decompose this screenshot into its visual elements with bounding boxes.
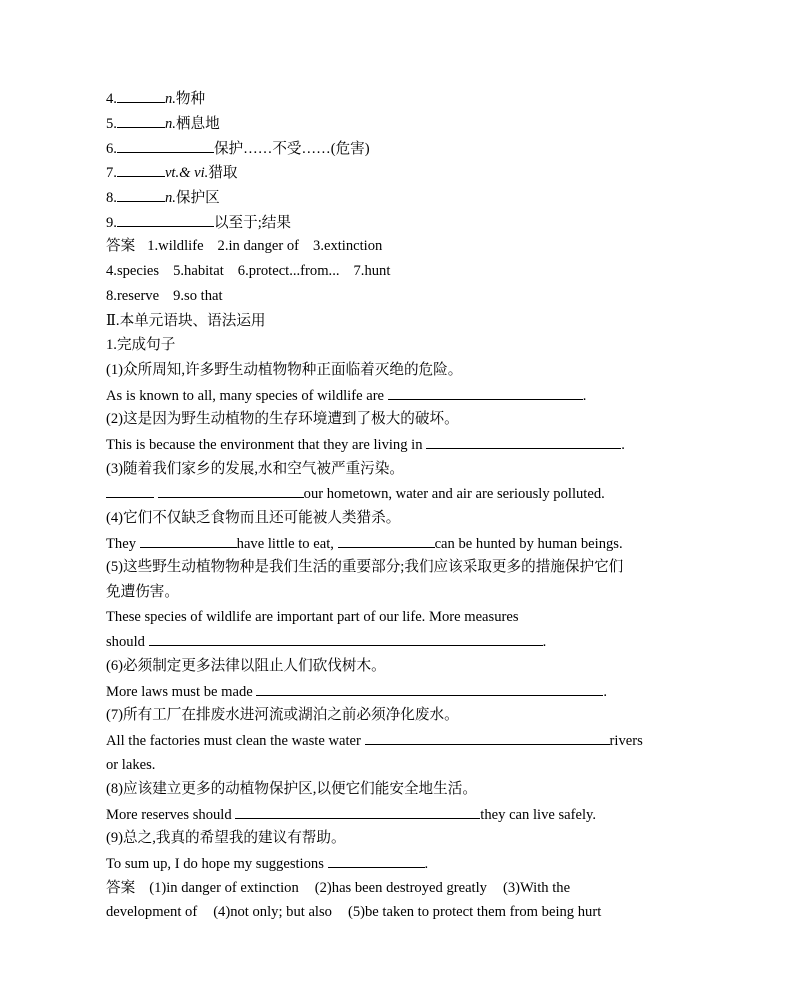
vocab-answers-line	[106, 286, 223, 306]
sentence-text: All the factories must clean the waste water	[106, 733, 361, 749]
sentence-text: This is because the environment that they are living in	[106, 437, 423, 453]
answer-text: 9.so that	[173, 288, 223, 304]
sentence-chinese: (4)它们不仅缺乏食物而且还可能被人类猎杀。	[106, 510, 401, 526]
sentence-text: have little to eat,	[236, 536, 334, 552]
answer-text: (5)be taken to protect them from being hurt	[347, 904, 602, 920]
sentence-text: They	[106, 536, 136, 552]
answer-text: (3)With the	[502, 880, 571, 896]
answer-blank	[117, 162, 165, 177]
sentence-english: As is known to all, many species of wildlife are .	[106, 385, 586, 406]
item-number: 7.	[106, 165, 117, 181]
answer-text: (2)has been destroyed greatly	[314, 880, 487, 896]
item-meaning: 栖息地	[175, 116, 220, 132]
sentence-english: This is because the environment that they are living in .	[106, 434, 625, 455]
sentence-text: More laws must be made	[106, 684, 253, 700]
item-number: 5.	[106, 116, 117, 132]
answer-blank	[117, 138, 214, 153]
sentence-text: can be hunted by human beings.	[434, 536, 623, 552]
answer-text: 4.species	[106, 263, 160, 279]
sentence-chinese: (1)众所周知,许多野生动植物物种正面临着灭绝的危险。	[106, 362, 463, 378]
sentence-chinese: (3)随着我们家乡的发展,水和空气被严重污染。	[106, 461, 404, 477]
sentence-english: or lakes.	[106, 757, 156, 773]
vocab-item	[106, 138, 370, 159]
part-of-speech: vt.& vi.	[164, 165, 209, 181]
answer-text: 8.reserve	[106, 288, 160, 304]
answer-blank	[388, 385, 583, 400]
sentence-english	[106, 730, 643, 751]
sentence-english: To sum up, I do hope my suggestions .	[106, 853, 428, 874]
answer-blank	[117, 187, 165, 202]
part-of-speech: n.	[164, 190, 176, 206]
answer-blank	[426, 434, 621, 449]
part-of-speech: n.	[164, 116, 176, 132]
answer-label: 答案	[106, 880, 136, 896]
answer-text: development of	[106, 904, 198, 920]
answer-text: 6.protect...from...	[237, 263, 340, 279]
sentence-english	[106, 483, 605, 504]
sentence-text: they can live safely.	[480, 807, 597, 823]
answer-blank	[328, 853, 425, 868]
vocab-item	[106, 212, 291, 233]
answer-label: 答案	[106, 238, 136, 254]
item-number: 8.	[106, 190, 117, 206]
final-answers-line	[106, 878, 570, 898]
sentence-chinese: (6)必须制定更多法律以阻止人们砍伐树木。	[106, 658, 386, 674]
item-number: 9.	[106, 215, 117, 231]
sentence-text: our hometown, water and air are seriously polluted.	[303, 486, 605, 502]
sentence-english: These species of wildlife are important part of our life. More measures	[106, 609, 519, 625]
item-meaning: 保护……不受……(危害)	[213, 141, 370, 157]
vocab-item	[106, 88, 205, 109]
subsection-title: 1.完成句子	[106, 337, 176, 353]
answer-text: (1)in danger of extinction	[149, 880, 299, 896]
item-number: 4.	[106, 91, 117, 107]
answer-text: 5.habitat	[173, 263, 224, 279]
sentence-chinese: (7)所有工厂在排废水进河流或湖泊之前必须净化废水。	[106, 707, 459, 723]
answer-blank	[117, 88, 165, 103]
vocab-item	[106, 113, 220, 134]
answer-blank	[140, 533, 237, 548]
sentence-chinese: (5)这些野生动植物物种是我们生活的重要部分;我们应该采取更多的措施保护它们	[106, 559, 624, 575]
answer-blank	[256, 681, 603, 696]
answer-text: 2.in danger of	[217, 238, 300, 254]
answer-blank	[158, 483, 304, 498]
vocab-answers-line	[106, 236, 382, 256]
answer-blank	[117, 113, 165, 128]
item-meaning: 以至于;结果	[213, 215, 291, 231]
answer-text: 3.extinction	[313, 238, 383, 254]
answer-blank	[365, 730, 610, 745]
vocab-answers-line	[106, 261, 390, 281]
item-meaning: 猎取	[208, 165, 238, 181]
item-meaning: 物种	[175, 91, 206, 107]
sentence-chinese: (9)总之,我真的希望我的建议有帮助。	[106, 830, 346, 846]
sentence-chinese: 免遭伤害。	[106, 584, 179, 600]
item-number: 6.	[106, 141, 117, 157]
sentence-english: should .	[106, 631, 546, 652]
section-title: Ⅱ.本单元语块、语法运用	[106, 313, 266, 329]
answer-blank	[235, 804, 480, 819]
sentence-chinese: (2)这是因为野生动植物的生存环境遭到了极大的破坏。	[106, 411, 459, 427]
sentence-english	[106, 804, 596, 825]
vocab-item	[106, 187, 220, 208]
answer-blank	[106, 483, 154, 498]
sentence-english	[106, 533, 623, 554]
sentence-text: should	[106, 634, 145, 650]
part-of-speech: n.	[164, 91, 176, 107]
answer-text: 7.hunt	[353, 263, 391, 279]
sentence-english: More laws must be made .	[106, 681, 607, 702]
sentence-chinese: (8)应该建立更多的动植物保护区,以便它们能安全地生活。	[106, 781, 477, 797]
answer-text: (4)not only; but also	[213, 904, 332, 920]
vocab-item	[106, 162, 238, 183]
sentence-text: rivers	[609, 733, 643, 749]
answer-blank	[149, 631, 543, 646]
final-answers-line	[106, 902, 601, 922]
answer-blank	[117, 212, 214, 227]
sentence-text: More reserves should	[106, 807, 232, 823]
answer-text: 1.wildlife	[147, 238, 204, 254]
sentence-text: To sum up, I do hope my suggestions	[106, 856, 324, 872]
sentence-text: As is known to all, many species of wildlife are	[106, 388, 385, 404]
item-meaning: 保护区	[175, 190, 220, 206]
answer-blank	[338, 533, 435, 548]
